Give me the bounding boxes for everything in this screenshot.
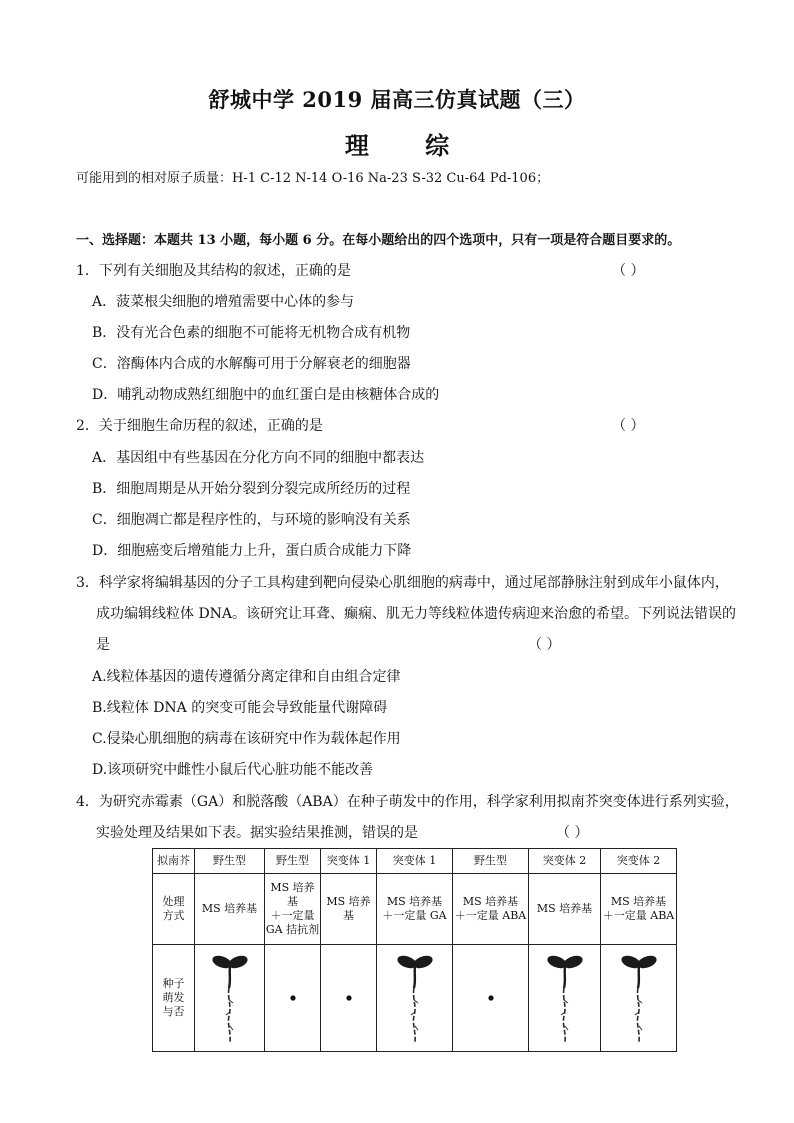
- question-1-option-b: B．没有光合色素的细胞不可能将无机物合成有机物: [92, 325, 411, 341]
- result-cell-2: [265, 945, 321, 1052]
- treatment-line: ＋一定量 ABA: [602, 909, 675, 922]
- question-2-option-d: D．细胞癌变后增殖能力上升，蛋白质合成能力下降: [92, 543, 412, 559]
- question-3-option-a: A.线粒体基因的遗传遵循分离定律和自由组合定律: [92, 669, 401, 685]
- question-3-answer-blank: （ ）: [528, 637, 561, 653]
- treatment-cell-5: [453, 874, 529, 945]
- treatment-line: MS 培养基: [462, 895, 519, 908]
- treatment-line: MS 培养基: [386, 895, 443, 908]
- question-4-stem-line-1: 4．为研究赤霉素（GA）和脱落酸（ABA）在种子萌发中的作用，科学家利用拟南芥突变体进行系列实验，: [76, 794, 739, 810]
- column-type-7: 突变体 2: [601, 849, 677, 874]
- exam-title: 舒城中学 2019 届高三仿真试题（三）: [208, 87, 586, 112]
- result-label-line: 种子: [162, 977, 185, 990]
- question-2-answer-blank: （ ）: [612, 418, 645, 434]
- question-1-answer-blank: （ ）: [612, 263, 645, 279]
- result-cell-1: [195, 945, 265, 1052]
- result-row-label: [153, 945, 195, 1052]
- column-type-2: 野生型: [265, 849, 321, 874]
- question-1-stem: 1．下列有关细胞及其结构的叙述，正确的是: [76, 263, 351, 279]
- treatment-cell-1: [195, 874, 265, 945]
- result-cell-3: [321, 945, 377, 1052]
- treatment-line: ＋一定量 GA: [382, 909, 447, 922]
- result-cell-7: [601, 945, 677, 1052]
- treatment-row-label: [153, 874, 195, 945]
- question-1-option-c: C．溶酶体内合成的水解酶可用于分解衰老的细胞器: [92, 356, 411, 372]
- question-3-option-c: C.侵染心肌细胞的病毒在该研究中作为载体起作用: [92, 731, 401, 747]
- seedling-icon: [395, 948, 435, 1048]
- seedling-icon: [210, 948, 250, 1048]
- atomic-masses-line: 可能用到的相对原子质量：H-1 C-12 N-14 O-16 Na-23 S-32 Cu-64 Pd-106；: [76, 171, 550, 186]
- table-treatment-row: [153, 874, 677, 945]
- column-type-1: 野生型: [195, 849, 265, 874]
- treatment-cell-4: [377, 874, 453, 945]
- column-type-3: 突变体 1: [321, 849, 377, 874]
- question-3-stem-line-2: 成功编辑线粒体 DNA。该研究让耳聋、癫痫、肌无力等线粒体遗传病迎来治愈的希望。下列说法错误的: [96, 606, 737, 622]
- table-corner-cell: 拟南芥: [153, 849, 195, 874]
- question-2-option-a: A．基因组中有些基因在分化方向不同的细胞中都表达: [92, 450, 425, 466]
- treatment-line: MS 培养基: [610, 895, 667, 908]
- question-3-stem-line-3: 是: [96, 637, 110, 653]
- exam-subject: 理 综: [344, 131, 474, 160]
- treatment-line: ＋一定量 ABA: [454, 909, 527, 922]
- question-2-stem: 2．关于细胞生命历程的叙述，正确的是: [76, 418, 323, 434]
- treatment-label-line: 处理: [162, 895, 185, 908]
- question-1-option-a: A．菠菜根尖细胞的增殖需要中心体的参与: [92, 294, 355, 310]
- seedling-icon: [619, 948, 659, 1048]
- column-type-6: 突变体 2: [529, 849, 601, 874]
- treatment-cell-7: [601, 874, 677, 945]
- question-4-stem-line-2: 实验处理及结果如下表。据实验结果推测，错误的是: [96, 825, 418, 841]
- treatment-line: MS 培养基: [326, 895, 371, 922]
- result-cell-4: [377, 945, 453, 1052]
- seed-dot-icon: [329, 948, 369, 1048]
- question-3-stem-line-1: 3．科学家将编辑基因的分子工具构建到靶向侵染心肌细胞的病毒中，通过尾部静脉注射到成年小鼠体内，: [76, 575, 729, 591]
- result-cell-6: [529, 945, 601, 1052]
- treatment-cell-2: [265, 874, 321, 945]
- treatment-line: ＋一定量: [270, 909, 315, 922]
- column-type-4: 突变体 1: [377, 849, 453, 874]
- result-cell-5: [453, 945, 529, 1052]
- question-4-answer-blank: （ ）: [556, 825, 589, 841]
- result-label-line: 与否: [162, 1005, 185, 1018]
- treatment-line: MS 培养基: [201, 902, 258, 915]
- question-2-option-b: B．细胞周期是从开始分裂到分裂完成所经历的过程: [92, 481, 411, 497]
- treatment-label-line: 方式: [162, 909, 185, 922]
- seedling-icon: [545, 948, 585, 1048]
- treatment-cell-3: [321, 874, 377, 945]
- treatment-line: MS 培养基: [536, 902, 593, 915]
- table-header-row: [153, 849, 677, 874]
- result-label-line: 萌发: [162, 991, 185, 1004]
- question-3-option-d: D.该项研究中雌性小鼠后代心脏功能不能改善: [92, 762, 374, 778]
- question-1-option-d: D．哺乳动物成熟红细胞中的血红蛋白是由核糖体合成的: [92, 387, 440, 403]
- table-result-row: [153, 945, 677, 1052]
- column-type-5: 野生型: [453, 849, 529, 874]
- section-heading: 一、选择题：本题共 13 小题，每小题 6 分。在每小题给出的四个选项中，只有一项是符合题目要求的。: [76, 233, 681, 248]
- treatment-cell-6: [529, 874, 601, 945]
- treatment-line: GA 拮抗剂: [265, 923, 320, 936]
- seed-dot-icon: [471, 948, 511, 1048]
- experiment-table: [152, 848, 677, 1052]
- question-3-option-b: B.线粒体 DNA 的突变可能会导致能量代谢障碍: [92, 700, 388, 716]
- treatment-line: MS 培养基: [270, 881, 315, 908]
- seed-dot-icon: [273, 948, 313, 1048]
- question-2-option-c: C．细胞凋亡都是程序性的，与环境的影响没有关系: [92, 512, 411, 528]
